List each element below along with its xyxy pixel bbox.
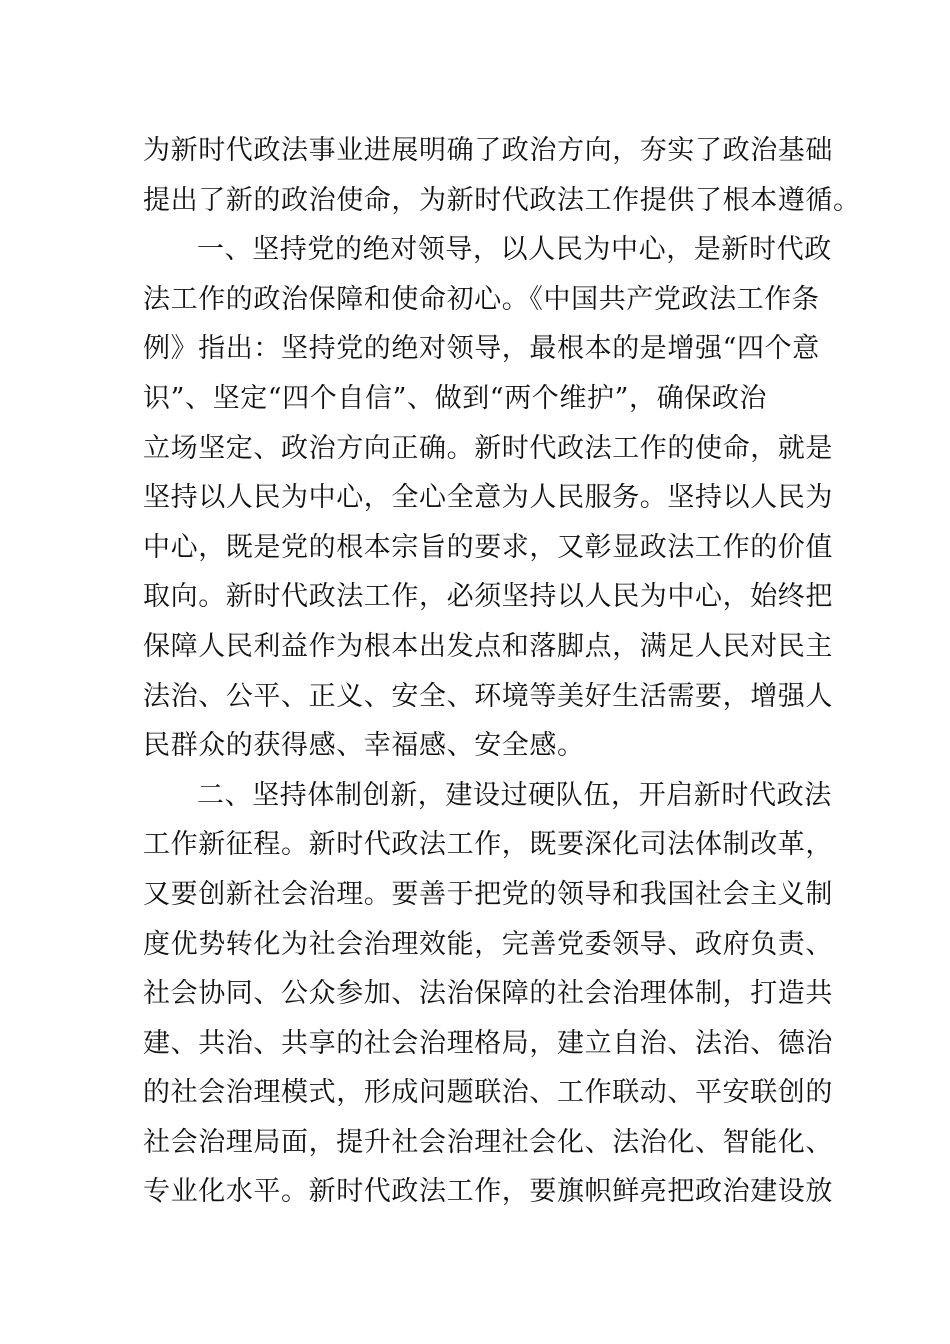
text-line: 建、共治、共享的社会治理格局，建立自治、法治、德治 — [143, 1027, 833, 1059]
text-line: 坚持以人民为中心，全心全意为人民服务。坚持以人民为 — [143, 482, 833, 514]
text-line: 保障人民利益作为根本出发点和落脚点，满足人民对民主 — [143, 630, 833, 662]
text-line: 的社会治理模式，形成问题联治、工作联动、平安联创的 — [143, 1077, 833, 1109]
text-line: 社会协同、公众参加、法治保障的社会治理体制，打造共 — [143, 978, 833, 1010]
body-text — [143, 126, 861, 1217]
text-line: 提出了新的政治使命，为新时代政法工作提供了根本遵循。 — [143, 184, 861, 216]
text-line: 法工作的政治保障和使命初心。《中国共产党政法工作条 — [143, 283, 820, 315]
section-heading-line: 一、坚持党的绝对领导，以人民为中心，是新时代政 — [197, 234, 832, 266]
text-line: 识”、坚定“四个自信”、做到“两个维护”，确保政治 — [143, 382, 768, 414]
text-line: 法治、公平、正义、安全、环境等美好生活需要，增强人 — [143, 680, 833, 712]
text-line: 中心，既是党的根本宗旨的要求，又彰显政法工作的价值 — [143, 531, 833, 563]
text-line: 工作新征程。新时代政法工作，既要深化司法体制改革， — [143, 829, 833, 861]
section-heading-line: 二、坚持体制创新，建设过硬队伍，开启新时代政法 — [197, 779, 832, 811]
text-line: 社会治理局面，提升社会治理社会化、法治化、智能化、 — [143, 1126, 833, 1158]
text-line: 度优势转化为社会治理效能，完善党委领导、政府负责、 — [143, 928, 833, 960]
text-line: 专业化水平。新时代政法工作，要旗帜鲜亮把政治建设放 — [143, 1176, 833, 1208]
text-line: 民群众的获得感、幸福感、安全感。 — [143, 730, 585, 762]
text-line: 立场坚定、政治方向正确。新时代政法工作的使命，就是 — [143, 432, 833, 464]
text-line: 又要创新社会治理。要善于把党的领导和我国社会主义制 — [143, 878, 833, 910]
text-line: 为新时代政法事业进展明确了政治方向，夯实了政治基础 — [143, 135, 833, 166]
text-line: 例》指出：坚持党的绝对领导，最根本的是增强“四个意 — [143, 333, 820, 365]
text-line: 取向。新时代政法工作，必须坚持以人民为中心，始终把 — [143, 581, 833, 613]
